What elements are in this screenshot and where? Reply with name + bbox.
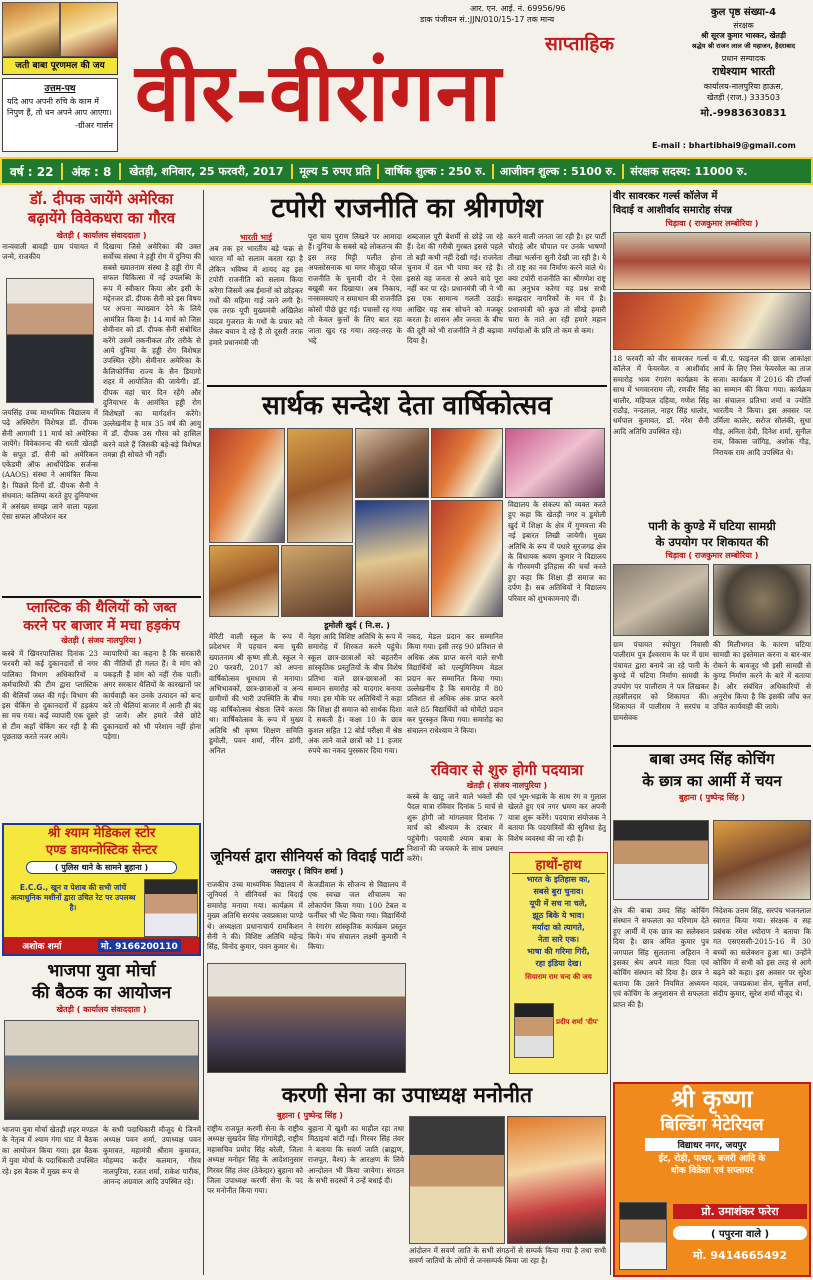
- plastic-text-1: कस्बे में खियरपालिका दिनांक 23 फरवरी को कई दुकानदारों से नगर पालिका विभाग अधिकारियों व कर्मचारियों की टीम द्वारा प्लास्टिक की थैलियाँ जब्त की गई। विभाग की इस चेकिंग से दुकानदारों में हड़कंप सा मच गया। कई व्यापारी एक दूसरे से टीम कहाँ चेकिंग कर रही है की पूछताछ करते नजर आये।: [2, 649, 98, 742]
- college-photo-1: [613, 232, 811, 290]
- plastic-text-2: व्यापारियों का कहना है कि सरकारी की नीतियों ही गलत हैं। वे मांग को पकड़ती हैं मांग को नहीं रोक पातीं। अगर सरकार थैलियों के कारखानों पर कार्यवाही कर उनके उत्पादन को बन्द करे तो थैलियां बाजार में आनी ही बंद हो जायें। और हमारे जैसे छोटे दुकानदारों को भी परेशान नहीं होना पड़ेगा।: [103, 649, 201, 742]
- ravivar-text-2: एवं भूम-भड़ाके के साथ रंग व गुलाल खेलते हुए एवं नगर भ्रमण कर अपनी यात्रा शुरू करेंगे। पदयात्रा संयोजक ने बताया कि पदयात्रियों की सुविधा हेतु विशेष व्यवस्था की जा रही है।: [508, 792, 606, 843]
- krishna-title-1: श्री कृष्णा: [671, 1085, 753, 1113]
- haathon-line-5: मर्यादा को त्यागते,: [532, 923, 585, 932]
- deepak-headline-2: बढ़ायेंगे विवेकधरा का गौरव: [27, 209, 176, 227]
- juniors-article: [207, 848, 407, 1078]
- postal-no: डाक पंजीयन सं.:JJN/010/15-17 तक मान्य: [420, 15, 555, 24]
- baba-photo-1: [613, 820, 709, 900]
- baba-headline-1: बाबा उमद सिंह कोचिंग: [649, 750, 775, 768]
- juniors-dateline: जसरापुर ( विपिन शर्मा ): [270, 867, 344, 876]
- haathon-line-3: यूपी में सच ना चले,: [529, 899, 588, 908]
- annual-headline: सार्थक सन्देश देता वार्षिकोत्सव: [262, 391, 552, 421]
- pani-headline-1: पानी के कुण्डे में घटिया सामग्री: [648, 519, 776, 533]
- bjp-headline-1: भाजपा युवा मोर्चा: [47, 961, 156, 981]
- pani-text-1: ग्राम पंचायत स्योपुरा निवासी पालीराम पुत्र ईश्वरराम के घर में ग्राम पंचायत द्वारा बनाये जा रहे पानी के कुण्डे में घटिया निर्माण सामग्री के उपयोग पर पालीराम ने पत्र लिखकर तहसीलदार को शिकायत की। शिकायत में पालीराम ने सरपंच व ग्रामसेवक: [613, 640, 709, 722]
- bjp-dateline: खेतड़ी ( कार्यालय संवाददाता ): [56, 1005, 147, 1014]
- krishna-owner: प्रो. उमाशंकर फरेरा: [673, 1204, 807, 1219]
- ravivar-text-1: कस्बे के खाटू जाने वाले भक्तों की पैदल यात्रा रविवार दिनांक 5 मार्च से शुरू होगी जो मांगलवार दिनांक 7 मार्च को श्रीश्याम के दरबार में पहुंचेगी। पदयात्री श्याम बाबा के निशानों की जयकारे के साथ प्रस्थान करेंगे।: [407, 792, 503, 864]
- haathon-line-6: नेता सारे एक।: [538, 935, 579, 944]
- haathon-photo: [514, 1003, 554, 1058]
- email: E-mail : bhartibhai9@gmail.com: [652, 141, 796, 150]
- annual-text-3: नकद, मेडल प्रदान कर सम्मानित किया गया। इसी तरह 90 प्रतिशत से अधिक अंक प्राप्त करने वाले सभी विद्यार्थियों को एल्युमिनियम मेडल प्रदान कर सम्मानित किया गया। उल्लेखनीय है कि समारोह में 80 प्रतिशत से अधिक अंक प्राप्त करने वाले 85 विद्यार्थियों को मोमेंटो प्रदान कर पुरस्कृत किया गया। समारोह का संचालन राधेश्याम ने किया।: [407, 632, 503, 735]
- annual-text-1: मेरिटी वाली स्कूल के रूप में प्रदेशभर में पहचान बना चुकी ख्यातनाम श्री कृष्ण सी.सै. स्कूल ने 20 फरवरी, 2017 को अपना वार्षिकोत्सव धूमधाम से मनाया। अभिभावकों, छात्र-छात्राओं व अन्य ग्रामीणों की भारी उपस्थिति के बीच यह वार्षिकोत्सव श्रेष्ठता लिये करता था। वार्षिकोत्सव के रूप में मुख्य अतिथि श्री कृष्ण शिक्षण समिति डूमोली, पवन शर्मा, नीरेन डांगी, अनिल: [209, 632, 303, 756]
- annual-article: [207, 388, 607, 758]
- uttam-path-box: [2, 78, 118, 152]
- annual-photo-2: [287, 428, 353, 543]
- deepak-text-b: जयसिंह उच्च माध्यमिक विद्यालय में पढ़े अस्थिरोग विशेषज्ञ डॉ. दीपक सैनी आगामी 11 मार्च को अमेरिका जायेंगे। विवेकानन्द की धरती खेतड़ी के सपूत डॉ. सैनी को अमेरिकन एकेडमी ऑफ आर्थोपेडिक सर्जन्स (AAOS) संस्था ने आमंत्रित किया है। पिछले दिनों डॉ. दीपक सैनी ने संधवात: कलिम्पा करते हुए दुनियाभर में असंख्य समझ जाने वाला पहला ऐसा सफल ऑपरेशन कर: [2, 408, 98, 522]
- info-date: खेतड़ी, शनिवार, 25 फरवरी, 2017: [121, 164, 293, 179]
- pani-headline-2: के उपयोग पर शिकायत की: [655, 535, 769, 549]
- pani-article: [613, 518, 811, 743]
- krishna-title-2: बिल्डिंग मेटेरियल: [660, 1115, 764, 1135]
- baba-text-1: क्षेत्र की बाबा उमद सिंह कोचिंग संस्थान ने सफलता का परिणाम देते हुए आर्मी में एक छात्र का सलेक्शन दिया है। छात्र अमित कुमार पुत्र जगपाल सिंह सुलताना अहिरान ने इसका श्रेय अपने माता पिता एवं कोचिंग संस्थान को दिया है। छात्र ने बताया कि उसने नियमित अध्ययन एवं कोचिंग के अनुशासन से सफलता प्राप्त की है।: [613, 906, 709, 1009]
- shyam-title-2: एण्ड डायग्नोस्टिक सेन्टर: [45, 843, 158, 858]
- column-rule: [203, 190, 204, 1275]
- lead-text-1: अब तक हर भारतीय बड़े फक्र से भारत माँ को सलाम करता रहा है लेकिन भविष्य में शायद वह इस टपोरी राजनीति को सलाम किया करेगा जिसमें अब ईमानों को छोड़कर गधों की महिमा गाई जाने लगी है। एक तरफ़ यूपी मुख्यमंत्री अखिलेश यादव गुजरात के गधों के प्रचार को लेकर बयान दे रहे हैं तो दूसरी तरफ़ हमारे प्रधानमंत्री जी: [209, 244, 303, 347]
- annual-text-2: नेहरा आदि विशिष्ट अतिथि के रूप में समारोह में शिरकत करने पहुंचे। स्कूल छात्र-छात्राओं को बहतरीन सांस्कृतिक प्रस्तुतियों के बीच विशेष प्रतिभा वाले छात्र-छात्राओं का सम्मान समारोह को यादगार बनाया गया। इस मौके पर अतिथियों ने कहा कि शिक्षा ही समाज को सार्थक दिशा दे सकती है। कक्षा 10 के छात्र कुशल सहित 12 बोर्ड परीक्षा में श्रेष्ठ अंक लाने वाले छात्रों को 11 हजार रुपये का नकद पुरस्कार दिया गया।: [308, 632, 402, 756]
- uttam-path-title: उत्तम-पथ: [44, 84, 76, 94]
- baba-text-2: निदेशक उत्तम सिंह, सरपंच भजनलाल स्वागत किया गया। संरक्षक व सह प्रबंधक रमेश श्योराण ने बताया कि गत एसएससी-2015-16 में 30 बच्चों का सलेक्शन हुआ था। उन्होंने कोचिंग में सभी को इस तरह से आगे बढ़ने को कहा। इस अवसर पर सुरेश यादव, जयप्रकाश सेन, सुनील शर्मा, संदीप कुमार, सुरेश शर्मा मौजूद थे।: [713, 906, 811, 999]
- karni-photo-1: [409, 1116, 505, 1244]
- annual-photo-4: [431, 428, 503, 498]
- krishna-location: विद्याधर नगर, जयपुर: [645, 1138, 779, 1151]
- annual-photo-6: [209, 545, 279, 617]
- annual-photo-5: [505, 428, 605, 498]
- deepak-photo: [6, 278, 94, 403]
- krishna-ad: [613, 1082, 811, 1277]
- juniors-text-1: राजकीय उच्च माध्यमिक विद्यालय में जूनियर्स ने सीनियर्स का विदाई समारोह मनाया गया। कार्यक्रम में मुख्य अतिथि सरपंच जयप्रकाश पाण्डे थे। अध्यक्षता प्रधानाचार्य रामकिशन सैनी ने की। विशिष्ट अतिथि महेन्द्र सिंह, विनोद कुमार, पवन कुमार थे।: [207, 880, 303, 952]
- info-lifetime: आजीवन शुल्क : 5100 रु.: [494, 164, 624, 179]
- karni-dateline: बुहाना ( पुष्पेन्द्र सिंह ): [277, 1111, 343, 1120]
- pani-dateline: चिड़ावा ( राजकुमार लम्बोरिया ): [665, 551, 759, 560]
- lead-byline: भारती भाई: [239, 233, 272, 242]
- shyam-owner: अशोक शर्मा: [22, 942, 62, 952]
- bjp-article: [2, 960, 201, 1278]
- baba-dateline: बुहाना ( पुष्पेन्द्र सिंह ): [679, 793, 745, 802]
- ravivar-dateline: खेतड़ी ( संजय नालपुरिया ): [466, 781, 548, 790]
- lead-text-2: पूरा चाय पुराण लिखने पर आमादा हैं। दुनिया के सबसे बड़े लोकतन्त्र की इस तरह मिट्टी पलीत होना अफसोसनाक था मगर मौजूदा फौज राजनीति के चुनावी दौर ने ऐसा बखूबी कर दिखाया। अब निकाय, ननसमस्याएं न समाधान की राजनीति कोसों पीछे छूट गई। पचासों रह गया तो केवल कुत्तों के लिए बात रहा जाता खुद रह गया। तरह-तरह के भद्दे: [308, 232, 402, 346]
- divider: [2, 596, 201, 598]
- haathon-author: सियाराम राम चन्द की जय: [525, 973, 592, 981]
- office-2: खेतड़ी (राज.) 333503: [706, 93, 781, 102]
- karni-text-2: बुहाना में खुशी का माहौल रहा तथा मिठाइयां बांटी गईं। गिरवर सिंह तंवर ने बताया कि सवर्ण जाति (ब्राह्मण, राजपूत, वैश्य) के आरक्षण के लिये आन्दोलन भी किया जायेगा। संगठन के सभी सदस्यों ने उन्हें बधाई दी।: [308, 1124, 404, 1186]
- annual-photo-8: [355, 500, 429, 617]
- sanrakshak-1: श्री सूरज कुमार भास्कर, खेतड़ी: [701, 31, 786, 40]
- sanrakshak-label: संरक्षक: [733, 21, 754, 30]
- plastic-headline-2: करने पर बाजार में मचा हड़कंप: [23, 618, 180, 634]
- shyam-footer: [4, 937, 199, 954]
- deepak-text-c: दिखाया जिसे अमेरिका की उक्त सर्वोच्च संस्था ने हड्डी रोग में दुनिया की सबसे ख्यातनाम संस्था है हड्डी रोग में सफल चिकित्सा में नई उपलब्धि के रूप में स्वीकार किया और इसी के मद्देनजर डॉ. दीपक सैनी को इस विषय पर अपना व्याख्यान देने के लिये आमंत्रित किया है। 14 मार्च को जिस सेमीनार को डॉ. दीपक सैनी संबोधित करेंगे उसमें तकनीकल तौर तरीके से आये दुनिया के हड्डी रोग विशेषज्ञ उपस्थित रहेंगे। सेमीनार अमेरिका के कैलिफोर्निया राज्य के सैन डियागो शहर में आयोजित की जायेगी। डॉ. दीपक वहां चार दिन रहेंगे और दुनियाभर के आमंत्रित हड्डी रोग विशेषज्ञों का मार्गदर्शन करेंगे। उल्लेखनीय है मात्र 35 वर्ष की आयु में डॉ. दीपक उस गौरव को हासिल करने वाले हैं जिसकी बड़े-बड़े विशेषज्ञ तमन्ना ही सोचते भी नहीं।: [103, 242, 201, 460]
- college-article: [613, 190, 811, 515]
- annual-photo-9: [431, 500, 503, 617]
- annual-photo-3: [355, 428, 429, 498]
- bjp-text-1: भाजपा युवा मोर्चा खेतड़ी शहर मण्डल के नेतृत्व में श्याम गंगा घाट में बैठक का आयोजन किया गया। इस बैठक में युवा मोर्चा के पदाधिकारी उपस्थित रहे। इस बैठक में मुख्य रूप से: [2, 1125, 98, 1176]
- karni-headline: करणी सेना का उपाध्यक्ष मनोनीत: [281, 1083, 533, 1107]
- pages-count: कुल पृष्ठ संख्या-4: [710, 7, 777, 18]
- college-headline-1: वीर सावरकर गर्ल्स कॉलेज में: [613, 191, 718, 202]
- saptahik-label: साप्ताहिक: [545, 33, 614, 55]
- bjp-headline-2: की बैठक का आयोजन: [32, 983, 171, 1003]
- masthead-left-banner: जती बाबा पूरणमल की जय: [2, 57, 118, 75]
- editor-name: राधेश्याम भारती: [712, 65, 775, 78]
- krishna-mobile: मो. 9414665492: [693, 1249, 787, 1262]
- uttam-path-author: -ग्रीअर गार्सन: [75, 121, 113, 130]
- college-headline-2: विदाई व आशीर्वाद समारोह संपन्न: [613, 205, 732, 216]
- sanrakshak-2: श्रद्धेय श्री राजन लाल जी महाजन, हैदराबाद: [691, 42, 796, 50]
- krishna-place: ( पपुरना वाले ): [673, 1226, 807, 1240]
- office-1: कार्यालय-नालपुरिया हाऊस,: [703, 82, 784, 91]
- krishna-items-2: थोक विक्रेता एवं सप्लायर: [670, 1166, 754, 1176]
- plastic-headline-1: प्लास्टिक की थैलियों को जब्त: [26, 600, 177, 616]
- pani-photo-2: [713, 564, 811, 636]
- column-rule: [610, 190, 611, 1275]
- deepak-text-a: नान्ववाली बावड़ी ग्राम पंचायत में जन्मे, राजकीय: [2, 242, 98, 262]
- masthead-portrait-1: [2, 2, 60, 57]
- haathon-line-2: सबसे बुरा चुनाव।: [533, 887, 584, 896]
- shyam-title-1: श्री श्याम मेडिकल स्टोर: [47, 826, 156, 841]
- college-photo-2: [613, 292, 811, 350]
- bjp-text-2: के सभी पदाधिकारी मौजूद थे जिनमें अध्यक्ष पवन शर्मा, उपाध्यक्ष पवन कुमावत, महामंत्री श्रीराम कुमावत, मोहम्मद कदीर कलमान, गौरव नालपुरिया, रजत शर्मा, राकेश पारीक, आनन्द अग्रवाल आदि उपस्थित रहे।: [103, 1125, 201, 1187]
- divider: [613, 745, 811, 747]
- plastic-dateline: खेतड़ी ( संजय नालपुरिया ): [61, 636, 142, 645]
- haathon-title: हाथों-हाथ: [512, 855, 605, 874]
- masthead-portrait-2: [60, 2, 118, 57]
- haathon-line-7: भाषा की गरिमा गिरी,: [527, 947, 590, 956]
- shyam-mobile: मो. 9166200110: [98, 939, 181, 952]
- krishna-items-1: ईंट, रोड़ी, पत्थर, बजरी आदि के: [658, 1154, 766, 1164]
- deepak-dateline: खेतड़ी ( कार्यालय संवाददाता ): [56, 231, 147, 240]
- ravivar-article: [407, 760, 607, 864]
- lead-text-4: करने वाली जनता जा रही है। हर पार्टी चौराहे और चौपाल पर उनके भाषणों तीखा भर्त्सना सुनी देखी जा रही है। ये तो राष्ट्र का नव निर्माण करने वाले थे। क्या टपोरी राजनीति का श्रीगणेश राष्ट्र का अनुभव करेगा यह प्रश्न सभी समझदार नागरिकों के मन में है। प्रधानमंत्री को कुछ तो सीखे हमारी चारा के नाते आ रही हमारे महान मर्यादाओं के प्रति तो कम से कम।: [508, 232, 606, 335]
- college-text-1: 18 फरवरी को वीर सावरकर गर्ल्स कॉलेज में फेयरवेल व आशीर्वाद समारोह भव्य रंगारंग कार्यक्रम के साथ में भगवानराम जी, रणवीर सिंह थालौर, महिपाल दहिया, गणेश सिंह राठौड़, नन्दलाल, नाहर सिंह धालोर, धर्मपाल कुमावत, डॉ. नरेश सैनी आदि अतिथि उपस्थित रहे।: [613, 354, 709, 436]
- haathon-line-4: झूठ बिके ये भाव।: [532, 911, 585, 920]
- newspaper-title: वीर-वीरांगना: [135, 46, 502, 139]
- baba-photo-2: [713, 820, 811, 900]
- deepak-article: [2, 190, 201, 595]
- lead-article: [207, 190, 607, 385]
- lead-text-3: शब्दजाल पूरी बेशर्मी से छोड़े जा रहे हैं। देश की गरीबी गुरबत इससे पहले तो बड़ी कभी नहीं देखी गई। राजनेता चुनाव में दल भी पाया कर रहे हैं। इससे वह जनता से अपने वादे पूरा नहीं कर पा रहे। प्रधानमंत्री जी ने भी इस एक सामान्य गलती उठाई। आखिर यह सब सोचने को मजबूर करता है। शासन और जनता के बीच की दूरी को भी राजनीति ने ही बढ़ावा दिया है।: [407, 232, 503, 346]
- annual-photo-1: [209, 428, 285, 543]
- uttam-path-text: यदि आप अपनी रुचि के काम में निपुण हैं, तो धन अपने आप आएगा।: [7, 97, 112, 117]
- juniors-headline: जूनियर्स द्वारा सीनियर्स को विदाई पार्टी: [210, 849, 404, 865]
- deepak-headline-1: डॉ. दीपक जायेंगे अमेरिका: [29, 190, 174, 208]
- shyam-services: E.C.G., खून व पेशाब की सभी जांचें अत्याधुनिक मशीनों द्वारा उचित रेट पर उपलब्ध है।: [10, 883, 136, 912]
- haathon-photo-caption: प्रदीप शर्मा 'दीप': [556, 1018, 599, 1026]
- info-patron: संरक्षक सदस्य: 11000 रु.: [630, 164, 748, 178]
- baba-article: [613, 748, 811, 1078]
- annual-caption: डूमोली खुर्द ( नि.स. ): [324, 621, 390, 630]
- masthead: [0, 0, 813, 155]
- info-issue: अंक : 8: [63, 163, 121, 180]
- divider: [207, 385, 607, 387]
- karni-text-1: राष्ट्रीय राजपूत करणी सेना के राष्ट्रीय अध्यक्ष सुखदेव सिंह गोगामेड़ी, राष्ट्रीय महासचिव प्रमोद सिंह बरेली, जिला अध्यक्ष मनोहर सिंह के आदेशानुसार गिरवर सिंह तंवर (ठेकेदार) बुहाना को जिला उपाध्यक्ष करणी सेना के पद पर मनोनीत किया गया।: [207, 1124, 303, 1196]
- college-text-2: व बी.ए. फाइनल की छात्रा आकांक्षा आर्य के लिए निस फेयरवेल का ताज सजा। कार्यक्रम में 2016 की टॉपर्स का सम्मान की किया गया। कार्यक्रम का संचालन प्रतिभा शर्मा व ज्योति भारतीय ने किया। इस अवसर पर उर्मिला कालेर, सरोज सोलंकी, सुधा गौड़, अनिता देवी, दिनेश शर्मा, सुनील राव, विकास जांगिड़, अशोक गौड़, निरायक राम आदि उपस्थित थे।: [713, 354, 811, 457]
- info-price: मूल्य 5 रुपए प्रति: [293, 164, 378, 179]
- annual-photo-7: [281, 545, 353, 617]
- info-year: वर्ष : 22: [2, 163, 63, 180]
- editor-label: प्रधान सम्पादक: [721, 54, 766, 63]
- haathon-line-8: रहा इंडिया देख।: [535, 959, 582, 968]
- annual-text-4: विद्यालय के संकल्प को व्यक्त करते हुए कहा कि खेतड़ी नगर व डूमोली खुर्द में शिक्षा के क्षेत्र में गुणवत्ता की नई इबारत लिखी जायेगी। मुख्य अतिथि के रूप में पधारे सूरजगढ़ क्षेत्र के विधायक श्रवण कुमार ने विद्यालय के गौरवमयी इतिहास की चर्चा करते हुए कहा कि शिक्षा ही समाज का दर्पण है। सब अतिथियों ने विद्यालय परिवार को शुभकामनाएं दीं।: [508, 500, 606, 603]
- pani-text-2: की मिलीभगत के कारण घटिया सामग्री का इस्तेमाल करना व बार-बार रोकने के बावजूद भी इसी सामग्री से कुण्ड निर्माण करने के बारे में बताया है। और संबंधित अधिकारियों से अनुरोध किया है कि इसकी जाँच कर उचित कार्यवाही की जाये।: [713, 640, 811, 712]
- masthead-right-box: [676, 2, 811, 152]
- shyam-medical-ad: [2, 823, 201, 956]
- info-annual: वार्षिक शुल्क : 250 रु.: [379, 164, 494, 179]
- info-bar: [0, 157, 813, 185]
- mobile-number: मो.-9983630831: [700, 108, 787, 119]
- juniors-photo: [207, 963, 406, 1073]
- shyam-owner-photo: [144, 879, 198, 937]
- plastic-article: [2, 599, 201, 821]
- lead-headline: टपोरी राजनीति का श्रीगणेश: [271, 193, 543, 224]
- bjp-photo: [4, 1020, 199, 1120]
- college-dateline: चिड़ावा ( राजकुमार लम्बोरिया ): [665, 219, 759, 228]
- reg-no: आर. एन. आई. नं. 69956/96: [470, 4, 566, 13]
- pani-photo-1: [613, 564, 709, 636]
- shyam-location: ( पुलिस थाने के सामने बुहाना ): [26, 861, 177, 874]
- krishna-owner-photo: [619, 1202, 667, 1270]
- haathon-line-1: भारत के इतिहास का,: [526, 875, 591, 884]
- baba-headline-2: के छात्र का आर्मी में चयन: [642, 772, 782, 790]
- ravivar-headline: रविवार से शुरु होगी पदयात्रा: [430, 761, 584, 779]
- haathon-box: [509, 852, 608, 1074]
- juniors-text-2: केजडीवाल के सौजन्य से विद्यालय में एक स्वच्छ जल शौचालय का लोकार्पण किया गया। 100 टेबल व फर्नीचर भी भेंट किया गया। विद्यार्थियों ने रंगारंग सांस्कृतिक कार्यक्रम प्रस्तुत किये। मंच संचालन लक्ष्मी कुमारी ने किया।: [308, 880, 406, 952]
- karni-photo-2: [507, 1116, 606, 1244]
- karni-article: [207, 1080, 607, 1278]
- karni-caption: आंदोलन में सवर्ण जाति के सभी संगठनों से सम्पर्क किया गया है तथा सभी सवर्ण जातियों के लोगों से जनसम्पर्क किया जा रहा है।: [409, 1246, 606, 1266]
